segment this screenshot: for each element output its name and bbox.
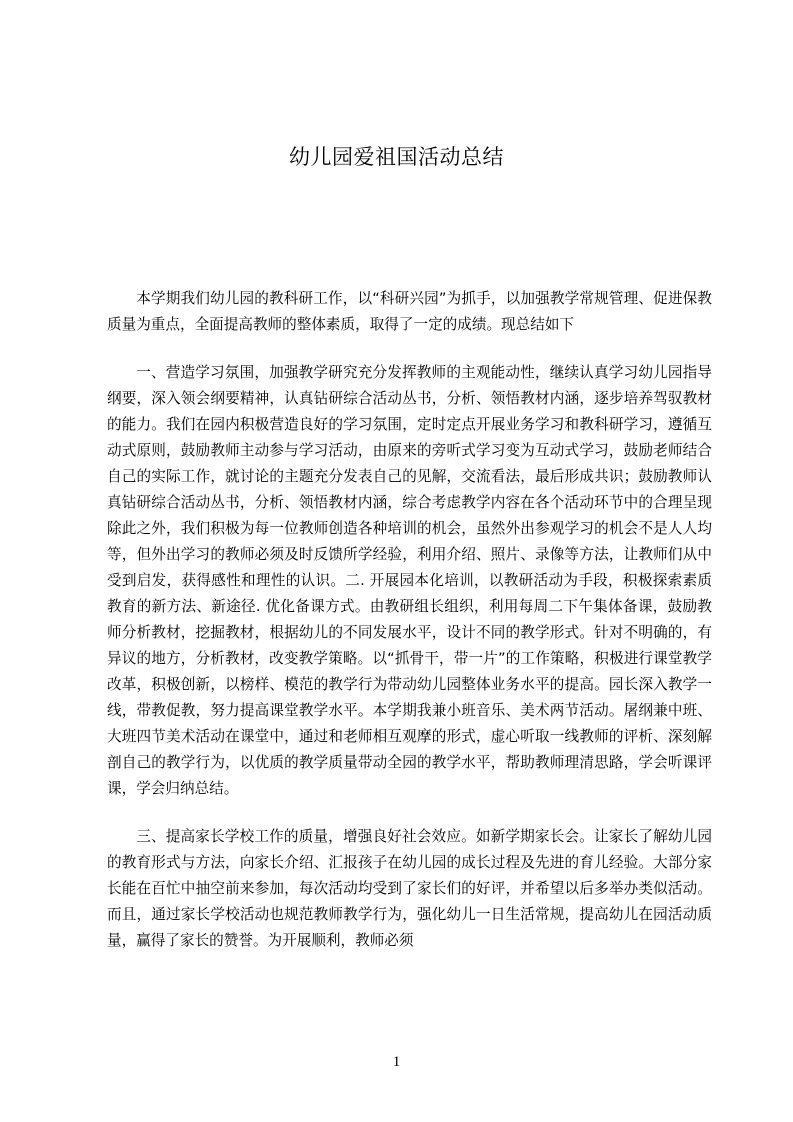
paragraph-section-three: 三、提高家长学校工作的质量，增强良好社会效应。如新学期家长会。让家长了解幼儿园的教育形式与方法，向家长介绍、汇报孩子在幼儿园的成长过程及先进的育儿经验。大部分家长能在百忙中抽空前来参加，每次活动均受到了家长们的好评，并希望以后多举办类似活动。而且，通过家长学校活动也规范教师教学行为，强化幼儿一日生活常规，提高幼儿在园活动质量，赢得了家长的赞誉。为开展顺利，教师必须 — [107, 828, 712, 949]
document-body — [107, 286, 712, 976]
paragraph-section-one-two: 一、营造学习氛围，加强教学研究充分发挥教师的主观能动性，继续认真学习幼儿园指导纲要，深入领会纲要精神，认真钻研综合活动丛书，分析、领悟教材内涵，逐步培养驾驭教材的能力。我们在园内积极营造良好的学习氛围，定时定点开展业务学习和教科研学习，遵循互动式原则，鼓励教师主动参与学习活动，由原来的旁听式学习变为互动式学习，鼓励老师结合自己的实际工作，就讨论的主题充分发表自己的见解，交流看法，最后形成共识；鼓励教师认真钻研综合活动丛书，分析、领悟教材内涵，综合考虑教学内容在各个活动环节中的合理呈现除此之外，我们积极为每一位教师创造各种培训的机会，虽然外出参观学习的机会不是人人均等，但外出学习的教师必须及时反馈所学经验，利用介绍、照片、录像等方法，让教师们从中受到启发，获得感性和理性的认识。二. 开展园本化培训，以教研活动为手段，积极探索素质教育的新方法、新途径. 优化备课方式。由教研组长组织，利用每周二下午集体备课，鼓励教师分析教材，挖掘教材，根据幼儿的不同发展水平，设计不同的教学形式。针对不明确的，有异议的地方，分析教材，改变教学策略。以“抓骨干，带一片”的工作策略，积极进行课堂教学改革，积极创新，以榜样、模范的教学行为带动幼儿园整体业务水平的提高。园长深入教学一线，带教促教，努力提高课堂教学水平。本学期我兼小班音乐、美术两节活动。屠纲兼中班、大班四节美术活动在课堂中，通过和老师相互观摩的形式，虚心听取一线教师的评析、深刻解剖自己的教学行为，以优质的教学质量带动全园的教学水平，帮助教师理清思路，学会听课评课，学会归纳总结。 — [107, 364, 712, 797]
paragraph-intro: 本学期我们幼儿园的教科研工作，以“科研兴园”为抓手，以加强教学常规管理、促进保教质量为重点，全面提高教师的整体素质，取得了一定的成绩。现总结如下 — [107, 290, 712, 333]
page-number: 1 — [392, 1054, 401, 1070]
document-title: 幼儿园爱祖国活动总结 — [289, 145, 504, 169]
